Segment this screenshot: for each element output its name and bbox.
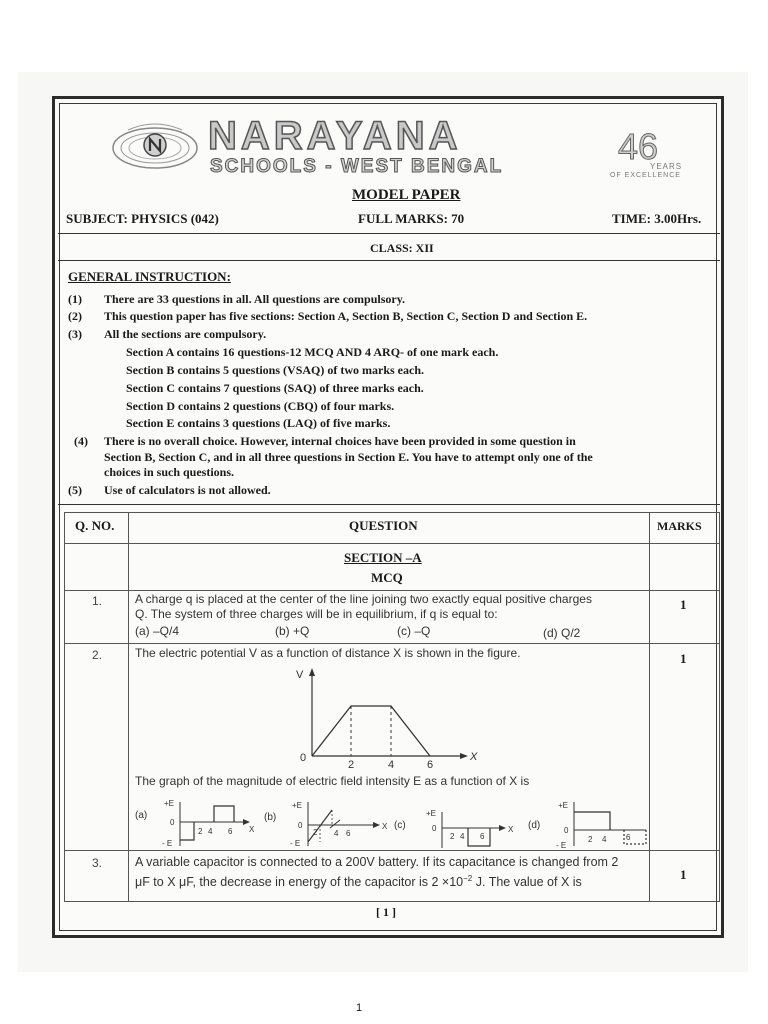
instruction-text: Section B contains 5 questions (VSAQ) of two marks each. xyxy=(126,363,425,377)
question-number: 2. xyxy=(92,648,103,662)
option-label: (a) xyxy=(135,810,148,821)
svg-text:X: X xyxy=(508,825,514,834)
instruction-num: (1) xyxy=(68,292,82,306)
svg-text:- E: - E xyxy=(290,839,301,848)
origin-label: 0 xyxy=(300,752,307,764)
page-number: 1 xyxy=(356,1002,363,1014)
option-label: (c) xyxy=(394,820,406,831)
anniversary-number: 46 xyxy=(618,126,659,167)
instruction-num: (4) xyxy=(74,434,88,448)
instructions-heading: GENERAL INSTRUCTION: xyxy=(68,269,231,284)
header-marks: MARKS xyxy=(657,519,702,533)
subject-line: SUBJECT: PHYSICS (042) xyxy=(66,211,219,226)
time-allowed: TIME: 3.00Hrs. xyxy=(612,211,702,226)
row-sep-header xyxy=(64,543,720,544)
instruction-num: (5) xyxy=(68,483,82,497)
option-d: (d) Q/2 xyxy=(543,626,581,640)
school-branch: SCHOOLS - WEST BENGAL xyxy=(210,156,504,177)
option-label: (d) xyxy=(528,820,541,831)
question-text: The electric potential V as a function of distance X is shown in the figure. xyxy=(135,646,521,660)
svg-text:+E: +E xyxy=(426,809,437,818)
school-name: NARAYANA xyxy=(208,114,462,158)
question-marks: 1 xyxy=(680,597,687,612)
svg-text:0: 0 xyxy=(298,821,303,830)
class-label: CLASS: XII xyxy=(370,241,434,255)
question-text-part: μF to X μF, the decrease in energy of the capacitor is 2 ×10 xyxy=(135,875,464,890)
svg-text:- E: - E xyxy=(556,841,567,850)
option-b: (b) +Q xyxy=(275,624,310,638)
section-title: SECTION –A xyxy=(344,550,422,565)
question-marks: 1 xyxy=(680,651,687,666)
svg-text:2: 2 xyxy=(588,835,593,844)
question-text: A variable capacitor is connected to a 200V battery. If its capacitance is changed from 2 xyxy=(135,855,619,869)
svg-text:X: X xyxy=(249,825,255,834)
option-a: (a) –Q/4 xyxy=(135,624,180,638)
option-label: (b) xyxy=(264,812,277,823)
instruction-text: Section D contains 2 questions (CBQ) of four marks. xyxy=(126,399,395,413)
question-text: The graph of the magnitude of electric field intensity E as a function of X is xyxy=(135,774,530,788)
option-graph-d xyxy=(552,798,652,850)
axis-label-x: X xyxy=(470,751,478,763)
question-text xyxy=(135,871,582,890)
row-sep-section xyxy=(64,590,720,591)
option-graph-b xyxy=(284,798,394,850)
school-logo xyxy=(108,118,202,170)
table-border-bottom xyxy=(64,901,720,902)
paper-title: MODEL PAPER xyxy=(352,187,461,203)
svg-text:2: 2 xyxy=(198,827,203,836)
svg-text:+E: +E xyxy=(292,801,303,810)
table-border-left xyxy=(64,512,65,902)
section-subtitle: MCQ xyxy=(371,570,403,585)
table-border-top xyxy=(64,512,720,513)
svg-text:0: 0 xyxy=(170,818,175,827)
table-border-right xyxy=(719,512,720,902)
svg-text:4: 4 xyxy=(208,827,213,836)
row-sep-q2 xyxy=(64,850,720,851)
svg-text:X: X xyxy=(382,822,388,831)
question-number: 3. xyxy=(92,856,103,870)
tick-label: 6 xyxy=(427,759,434,771)
instruction-text: choices in such questions. xyxy=(104,465,235,479)
svg-text:6: 6 xyxy=(480,832,485,841)
option-c: (c) –Q xyxy=(397,624,431,638)
anniversary-years: YEARS xyxy=(650,162,683,171)
instruction-text: Section A contains 16 questions-12 MCQ AND 4 ARQ- of one mark each. xyxy=(126,345,499,359)
svg-text:6: 6 xyxy=(346,829,351,838)
header-qno: Q. NO. xyxy=(75,518,115,533)
header-divider-2 xyxy=(58,260,720,261)
instruction-num: (2) xyxy=(68,309,82,323)
svg-text:6: 6 xyxy=(626,833,631,842)
instructions-divider xyxy=(58,504,720,505)
svg-text:4: 4 xyxy=(602,835,607,844)
axis-label-v: V xyxy=(296,669,304,681)
question-marks: 1 xyxy=(680,867,687,882)
svg-text:+E: +E xyxy=(164,799,175,808)
full-marks: FULL MARKS: 70 xyxy=(358,211,465,226)
svg-text:+E: +E xyxy=(558,801,569,810)
svg-text:4: 4 xyxy=(334,829,339,838)
row-sep-q1 xyxy=(64,643,720,644)
col-sep-1 xyxy=(128,512,129,902)
anniversary-excellence: OF EXCELLENCE xyxy=(610,172,681,179)
header-question: QUESTION xyxy=(349,518,418,533)
svg-text:0: 0 xyxy=(564,826,569,835)
potential-graph xyxy=(290,664,480,774)
svg-text:- E: - E xyxy=(162,839,173,848)
question-text: Q. The system of three charges will be in equilibrium, if q is equal to: xyxy=(135,607,498,621)
instruction-text: All the sections are compulsory. xyxy=(104,327,267,341)
option-graph-a xyxy=(158,798,258,850)
instruction-text: Section C contains 7 questions (SAQ) of three marks each. xyxy=(126,381,424,395)
question-text-part: J. The value of X is xyxy=(472,875,582,890)
exponent: −2 xyxy=(463,874,473,883)
svg-text:0: 0 xyxy=(432,824,437,833)
instruction-text: There are 33 questions in all. All questions are compulsory. xyxy=(104,292,406,306)
instruction-text: Use of calculators is not allowed. xyxy=(104,483,271,497)
tick-label: 2 xyxy=(348,759,355,771)
instruction-text: Section B, Section C, and in all three questions in Section E. You have to attempt only one of the xyxy=(104,450,593,464)
instruction-text: This question paper has five sections: Section A, Section B, Section C, Section D and Section E. xyxy=(104,309,588,323)
svg-text:4: 4 xyxy=(460,832,465,841)
instruction-text: There is no overall choice. However, internal choices have been provided in some question in xyxy=(104,434,576,448)
instruction-num: (3) xyxy=(68,327,82,341)
question-text: A charge q is placed at the center of the line joining two exactly equal positive charges xyxy=(135,592,592,606)
svg-text:6: 6 xyxy=(228,827,233,836)
header-divider-1 xyxy=(58,233,720,234)
page-marker: [ 1 ] xyxy=(376,905,396,919)
question-number: 1. xyxy=(92,594,103,608)
instruction-text: Section E contains 3 questions (LAQ) of five marks. xyxy=(126,416,391,430)
svg-text:2: 2 xyxy=(313,828,318,837)
svg-text:2: 2 xyxy=(450,832,455,841)
tick-label: 4 xyxy=(388,759,395,771)
option-graph-c xyxy=(420,808,520,850)
anniversary-badge xyxy=(610,126,690,182)
